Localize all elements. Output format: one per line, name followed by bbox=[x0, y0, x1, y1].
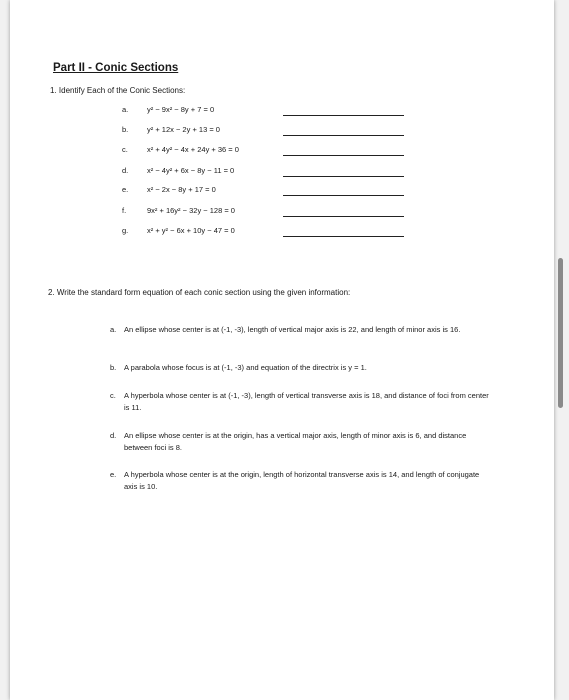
item-text: An ellipse whose center is at the origin, has a vertical major axis, length of minor axis is 6, and distance between foci is 8. bbox=[124, 431, 467, 452]
question-2-prompt: 2. Write the standard form equation of each conic section using the given information: bbox=[48, 288, 351, 297]
item-text: A hyperbola whose center is at (-1, -3), length of vertical transverse axis is 18, and distance of foci from center is 11. bbox=[124, 391, 489, 412]
answer-line[interactable] bbox=[283, 236, 404, 237]
conic-item bbox=[10, 226, 554, 240]
answer-line[interactable] bbox=[283, 176, 404, 177]
item-letter: f. bbox=[122, 206, 127, 215]
item-letter: d. bbox=[110, 431, 117, 440]
item-text: A hyperbola whose center is at the origin, length of horizontal transverse axis is 14, and length of conjugate axis is 10. bbox=[124, 470, 480, 491]
conic-item bbox=[10, 206, 554, 220]
conic-item bbox=[10, 166, 554, 180]
conic-item bbox=[10, 145, 554, 159]
item-text: An ellipse whose center is at (-1, -3), length of vertical major axis is 22, and length of minor axis is 16. bbox=[124, 325, 461, 334]
answer-line[interactable] bbox=[283, 155, 404, 156]
question-1-prompt: 1. Identify Each of the Conic Sections: bbox=[50, 86, 186, 95]
item-letter: d. bbox=[122, 166, 129, 175]
conic-equation: 9x² + 16y² − 32y − 128 = 0 bbox=[147, 206, 235, 215]
item-letter: a. bbox=[122, 105, 129, 114]
item-letter: e. bbox=[110, 470, 117, 479]
item-letter: e. bbox=[122, 185, 129, 194]
section-title: Part II - Conic Sections bbox=[53, 62, 179, 74]
conic-item bbox=[10, 185, 554, 199]
conic-equation: x² − 2x − 8y + 17 = 0 bbox=[147, 185, 216, 194]
item-text: A parabola whose focus is at (-1, -3) and equation of the directrix is y = 1. bbox=[124, 363, 367, 372]
conic-item bbox=[10, 125, 554, 139]
item-letter: b. bbox=[122, 125, 129, 134]
item-letter: g. bbox=[122, 226, 129, 235]
conic-item bbox=[10, 105, 554, 119]
document-page bbox=[10, 0, 554, 700]
item-letter: a. bbox=[110, 325, 117, 334]
answer-line[interactable] bbox=[283, 115, 404, 116]
item-letter: c. bbox=[122, 145, 128, 154]
conic-equation: y² − 9x² − 8y + 7 = 0 bbox=[147, 105, 215, 114]
conic-equation: x² + y² − 6x + 10y − 47 = 0 bbox=[147, 226, 235, 235]
answer-line[interactable] bbox=[283, 135, 404, 136]
scrollbar-thumb[interactable] bbox=[558, 258, 563, 408]
conic-equation: y² + 12x − 2y + 13 = 0 bbox=[147, 125, 220, 134]
item-letter: c. bbox=[110, 391, 116, 400]
answer-line[interactable] bbox=[283, 195, 404, 196]
conic-equation: x² + 4y² − 4x + 24y + 36 = 0 bbox=[147, 145, 239, 154]
item-letter: b. bbox=[110, 363, 117, 372]
answer-line[interactable] bbox=[283, 216, 404, 217]
conic-equation: x² − 4y² + 6x − 8y − 11 = 0 bbox=[147, 166, 235, 175]
